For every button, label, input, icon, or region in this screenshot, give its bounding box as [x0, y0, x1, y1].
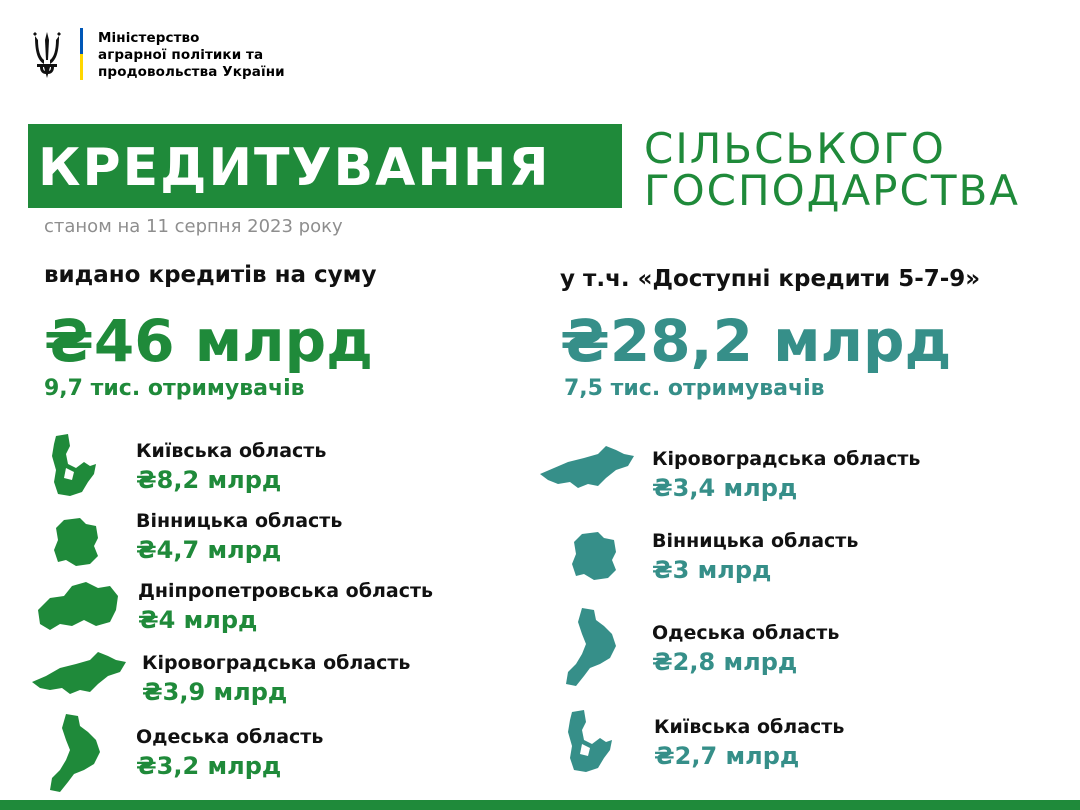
left-region-value-4: ₴3,9 млрд	[142, 678, 288, 706]
right-region-name-1: Кіровоградська область	[652, 448, 921, 470]
flag-bar	[80, 28, 83, 80]
kyiv-oblast-map-icon	[562, 708, 618, 774]
odesa-oblast-map-icon	[44, 712, 108, 794]
right-recipients: 7,5 тис. отримувачів	[564, 376, 825, 401]
left-region-name-5: Одеська область	[136, 726, 324, 748]
kirovohrad-oblast-map-icon	[540, 444, 636, 494]
left-region-value-2: ₴4,7 млрд	[136, 536, 282, 564]
right-heading: у т.ч. «Доступні кредити 5-7-9»	[560, 266, 981, 292]
title-sub-line1: СІЛЬСЬКОГО	[644, 124, 946, 173]
left-region-value-5: ₴3,2 млрд	[136, 752, 282, 780]
ministry-name-line2: аграрної політики та	[98, 47, 264, 63]
right-region-name-4: Київська область	[654, 716, 845, 738]
left-region-value-3: ₴4 млрд	[138, 606, 258, 634]
ministry-name-line3: продовольства України	[98, 64, 285, 80]
right-region-value-2: ₴3 млрд	[652, 556, 772, 584]
odesa-oblast-map-icon	[560, 606, 624, 688]
vinnytsia-oblast-map-icon	[568, 530, 620, 582]
left-region-name-4: Кіровоградська область	[142, 652, 411, 674]
right-region-value-1: ₴3,4 млрд	[652, 474, 798, 502]
left-recipients: 9,7 тис. отримувачів	[44, 376, 305, 401]
page-title: КРЕДИТУВАННЯ	[38, 138, 551, 198]
left-region-name-2: Вінницька область	[136, 510, 343, 532]
bottom-bar	[0, 800, 1080, 810]
left-region-name-3: Дніпропетровська область	[138, 580, 434, 602]
title-sub-line2: ГОСПОДАРСТВА	[644, 166, 1021, 215]
vinnytsia-oblast-map-icon	[50, 516, 102, 568]
left-region-value-1: ₴8,2 млрд	[136, 466, 282, 494]
right-region-name-3: Одеська область	[652, 622, 840, 644]
right-region-value-4: ₴2,7 млрд	[654, 742, 800, 770]
kirovohrad-oblast-map-icon	[32, 650, 128, 700]
left-region-name-1: Київська область	[136, 440, 327, 462]
left-total: ₴46 млрд	[44, 307, 373, 375]
date-caption: станом на 11 серпня 2023 року	[44, 216, 343, 237]
kyiv-oblast-map-icon	[46, 432, 102, 498]
trident-icon	[32, 30, 62, 80]
ministry-name-line1: Міністерство	[98, 30, 200, 46]
right-region-name-2: Вінницька область	[652, 530, 859, 552]
dnipropetrovsk-oblast-map-icon	[36, 580, 120, 632]
left-heading: видано кредитів на суму	[44, 262, 377, 288]
right-region-value-3: ₴2,8 млрд	[652, 648, 798, 676]
right-total: ₴28,2 млрд	[560, 307, 952, 375]
